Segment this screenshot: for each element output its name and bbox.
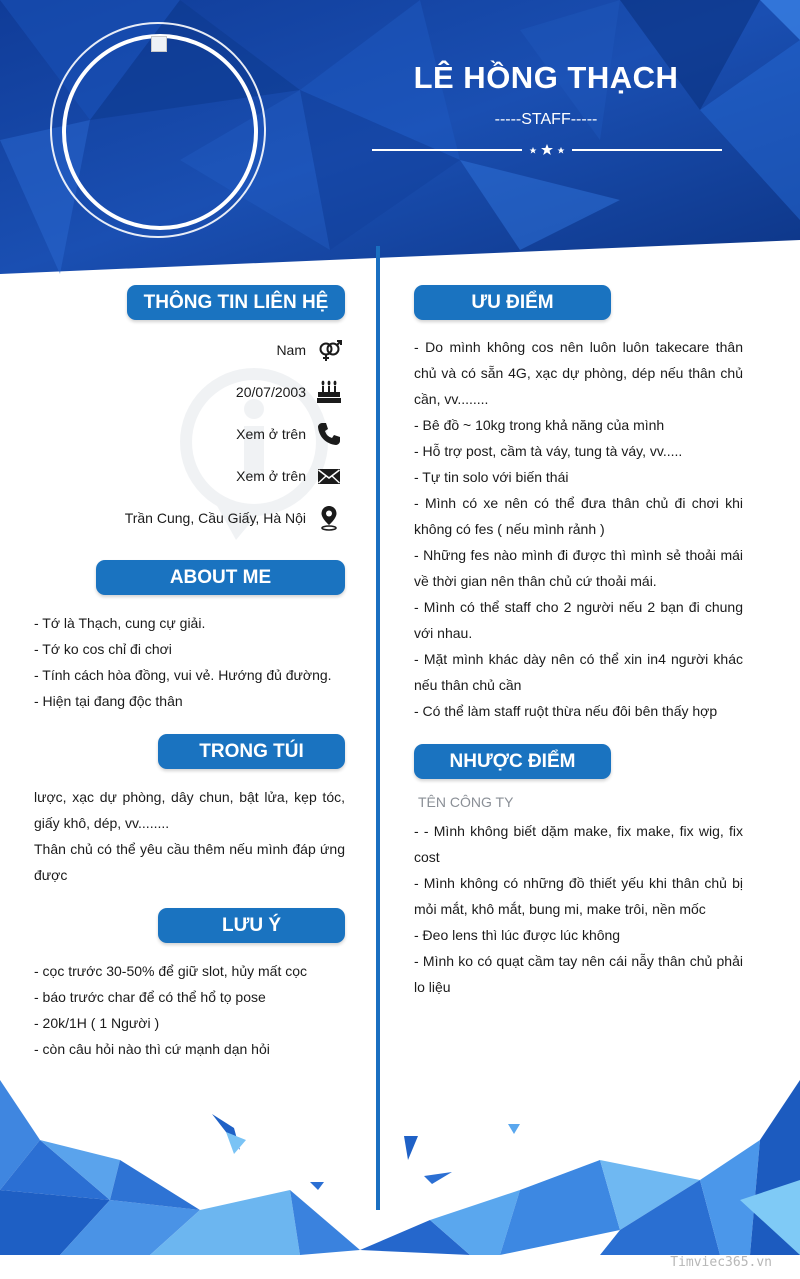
profile-name: LÊ HỒNG THẠCH bbox=[413, 60, 679, 95]
strength-line: - Những fes nào mình đi được thì mình sẻ thoải mái về thời gian nên thân chủ cứ thoải mái. bbox=[414, 547, 743, 589]
bag-list bbox=[34, 784, 345, 888]
contact-row-phone bbox=[236, 420, 342, 448]
about-line: - Tớ là Thạch, cung cự giải. bbox=[34, 615, 206, 631]
contact-section-title: THÔNG TIN LIÊN HỆ bbox=[127, 285, 345, 320]
bag-line: lược, xạc dự phòng, dây chun, bật lửa, kẹp tóc, giấy khô, dép, vv........ bbox=[34, 789, 345, 831]
weakness-line: - Mình ko có quạt cầm tay nên cái nẫy thân chủ phải lo liệu bbox=[414, 953, 743, 995]
notes-line: - còn câu hỏi nào thì cứ mạnh dạn hỏi bbox=[34, 1041, 270, 1057]
contact-row-gender bbox=[276, 336, 342, 364]
column-divider bbox=[376, 246, 380, 1210]
bag-line: Thân chủ có thể yêu cầu thêm nếu mình đáp ứng được bbox=[34, 841, 345, 883]
contact-value: Xem ở trên bbox=[236, 468, 306, 484]
notes-section-title: LƯU Ý bbox=[158, 908, 345, 943]
strength-line: - Do mình không cos nên luôn luôn takecare thân chủ và có sẵn 4G, xạc dự phòng, dép nếu thân chủ cần, vv........ bbox=[414, 339, 743, 407]
footer-background bbox=[0, 1080, 800, 1255]
notes-line: - báo trước char để có thể hổ tọ pose bbox=[34, 989, 266, 1005]
strengths-list bbox=[414, 334, 743, 724]
strengths-section-title: ƯU ĐIỂM bbox=[414, 285, 611, 320]
bag-section-title: TRONG TÚI bbox=[158, 734, 345, 769]
site-watermark: Timviec365.vn bbox=[670, 1255, 772, 1270]
company-name: TÊN CÔNG TY bbox=[418, 794, 514, 810]
strength-line: - Mặt mình khác dày nên có thể xin in4 người khác nếu thân chủ cần bbox=[414, 651, 743, 693]
strength-line: - Mình có xe nên có thể đưa thân chủ đi chơi khi không có fes ( nếu mình rảnh ) bbox=[414, 495, 743, 537]
phone-icon bbox=[316, 421, 342, 447]
contact-value: 20/07/2003 bbox=[235, 384, 306, 400]
weakness-line: - Mình không có những đồ thiết yếu khi thân chủ bị mỏi mắt, khô mắt, bung mi, make trôi, nền mốc bbox=[414, 875, 743, 917]
strength-line: - Mình có thể staff cho 2 người nếu 2 bạn đi chung với nhau. bbox=[414, 599, 743, 641]
weaknesses-list bbox=[414, 818, 743, 1000]
contact-value: Trần Cung, Cầu Giấy, Hà Nội bbox=[124, 510, 306, 526]
stars-divider-icon bbox=[372, 140, 722, 160]
birthday-cake-icon bbox=[316, 379, 342, 405]
notes-line: - cọc trước 30-50% để giữ slot, hủy mất cọc bbox=[34, 963, 308, 979]
contact-row-birthday bbox=[236, 378, 342, 406]
about-section-title: ABOUT ME bbox=[96, 560, 345, 595]
about-list bbox=[34, 610, 345, 714]
avatar-image-placeholder bbox=[151, 36, 167, 52]
contact-value: Nam bbox=[276, 342, 306, 358]
about-line: - Tính cách hòa đồng, vui vẻ. Hướng đủ đường. bbox=[34, 667, 332, 683]
strength-line: - Tự tin solo với biến thái bbox=[414, 469, 569, 485]
weaknesses-section-title: NHƯỢC ĐIỂM bbox=[414, 744, 611, 779]
contact-row-address bbox=[125, 504, 342, 532]
strength-line: - Có thể làm staff ruột thừa nếu đôi bên thấy hợp bbox=[414, 703, 718, 719]
gender-icon bbox=[316, 337, 342, 363]
weakness-line: - - Mình không biết dặm make, fix make, fix wig, fix cost bbox=[414, 823, 743, 865]
contact-row-mail bbox=[236, 462, 342, 490]
profile-role: -----STAFF----- bbox=[494, 111, 598, 128]
strength-line: - Bê đồ ~ 10kg trong khả năng của mình bbox=[414, 417, 665, 433]
about-line: - Tớ ko cos chỉ đi chơi bbox=[34, 641, 172, 657]
notes-line: - 20k/1H ( 1 Người ) bbox=[34, 1015, 160, 1031]
contact-value: Xem ở trên bbox=[236, 426, 306, 442]
weakness-line: - Đeo lens thì lúc được lúc không bbox=[414, 927, 621, 943]
location-pin-icon bbox=[316, 505, 342, 531]
notes-list bbox=[34, 958, 345, 1062]
about-line: - Hiện tại đang độc thân bbox=[34, 693, 183, 709]
mail-icon bbox=[316, 463, 342, 489]
avatar bbox=[62, 34, 258, 230]
strength-line: - Hỗ trợ post, cầm tà váy, tung tà váy, vv..... bbox=[414, 443, 683, 459]
